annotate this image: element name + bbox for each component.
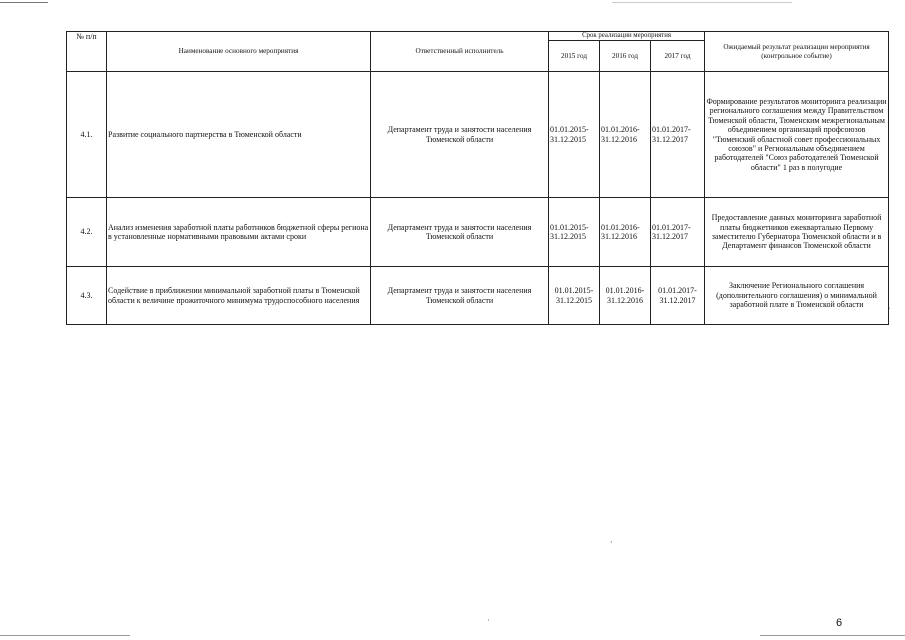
row-2017: 01.01.2017-31.12.2017 bbox=[651, 72, 705, 198]
table-row bbox=[67, 267, 889, 325]
row-result: Заключение Регионального соглашения (дополнительного соглашения) о минимальной заработной плате в Тюменской области bbox=[705, 267, 889, 325]
row-2015: 01.01.2015-31.12.2015 bbox=[549, 267, 600, 325]
header-result: Ожидаемый результат реализации мероприятия (контрольное событие) bbox=[705, 32, 889, 72]
row-executor: Департамент труда и занятости населения Тюменской области bbox=[371, 198, 549, 267]
scan-speck: · bbox=[487, 616, 490, 625]
row-name: Анализ изменения заработной платы работников бюджетной сферы региона в установленные нормативными правовыми актами сроки bbox=[107, 198, 371, 267]
page-number: 6 bbox=[836, 617, 843, 629]
header-executor: Ответственный исполнитель bbox=[371, 32, 549, 72]
header-year-2017: 2017 год bbox=[651, 41, 705, 72]
row-executor: Департамент труда и занятости населения Тюменской области bbox=[371, 72, 549, 198]
row-num: 4.2. bbox=[67, 198, 107, 267]
row-num: 4.3. bbox=[67, 267, 107, 325]
row-2016: 01.01.2016-31.12.2016 bbox=[600, 72, 651, 198]
scan-top-line-left bbox=[0, 2, 48, 3]
scan-bottom-line-right bbox=[760, 635, 905, 636]
row-result: Формирование результатов мониторинга реализации регионального соглашения между Правительством Тюменской области, Тюменским межрегиональным объединением организаций профсоюзов "Тюменский областной совет профессиональных союзов" и Региональным объединением работодателей "Союз работодателей Тюменской области" 1 раз в полугодие bbox=[705, 72, 889, 198]
row-executor: Департамент труда и занятости населения Тюменской области bbox=[371, 267, 549, 325]
scan-speck: · bbox=[610, 538, 613, 547]
row-result: Предоставление данных мониторинга заработной платы бюджетников ежеквартально Первому заместителю Губернатора Тюменской области и в Департамент финансов Тюменской области bbox=[705, 198, 889, 267]
header-year-2015: 2015 год bbox=[549, 41, 600, 72]
row-name: Развитие социального партнерства в Тюменской области bbox=[107, 72, 371, 198]
row-2017: 01.01.2017-31.12.2017 bbox=[651, 267, 705, 325]
scan-speck: ˌ bbox=[888, 300, 891, 309]
scan-top-line-right bbox=[612, 2, 792, 3]
row-2017: 01.01.2017-31.12.2017 bbox=[651, 198, 705, 267]
row-2016: 01.01.2016-31.12.2016 bbox=[600, 267, 651, 325]
header-num: № п/п bbox=[67, 32, 107, 72]
row-num: 4.1. bbox=[67, 72, 107, 198]
measures-table bbox=[66, 31, 889, 325]
row-2015: 01.01.2015-31.12.2015 bbox=[549, 198, 600, 267]
header-period: Срок реализации мероприятия bbox=[549, 32, 705, 41]
row-name: Содействие в приближении минимальной заработной платы в Тюменской области к величине прожиточного минимума трудоспособного населения bbox=[107, 267, 371, 325]
header-year-2016: 2016 год bbox=[600, 41, 651, 72]
header-name: Наименование основного мероприятия bbox=[107, 32, 371, 72]
row-2015: 01.01.2015-31.12.2015 bbox=[549, 72, 600, 198]
table-row bbox=[67, 72, 889, 198]
table-row bbox=[67, 198, 889, 267]
scan-bottom-line-left bbox=[0, 635, 130, 636]
row-2016: 01.01.2016-31.12.2016 bbox=[600, 198, 651, 267]
